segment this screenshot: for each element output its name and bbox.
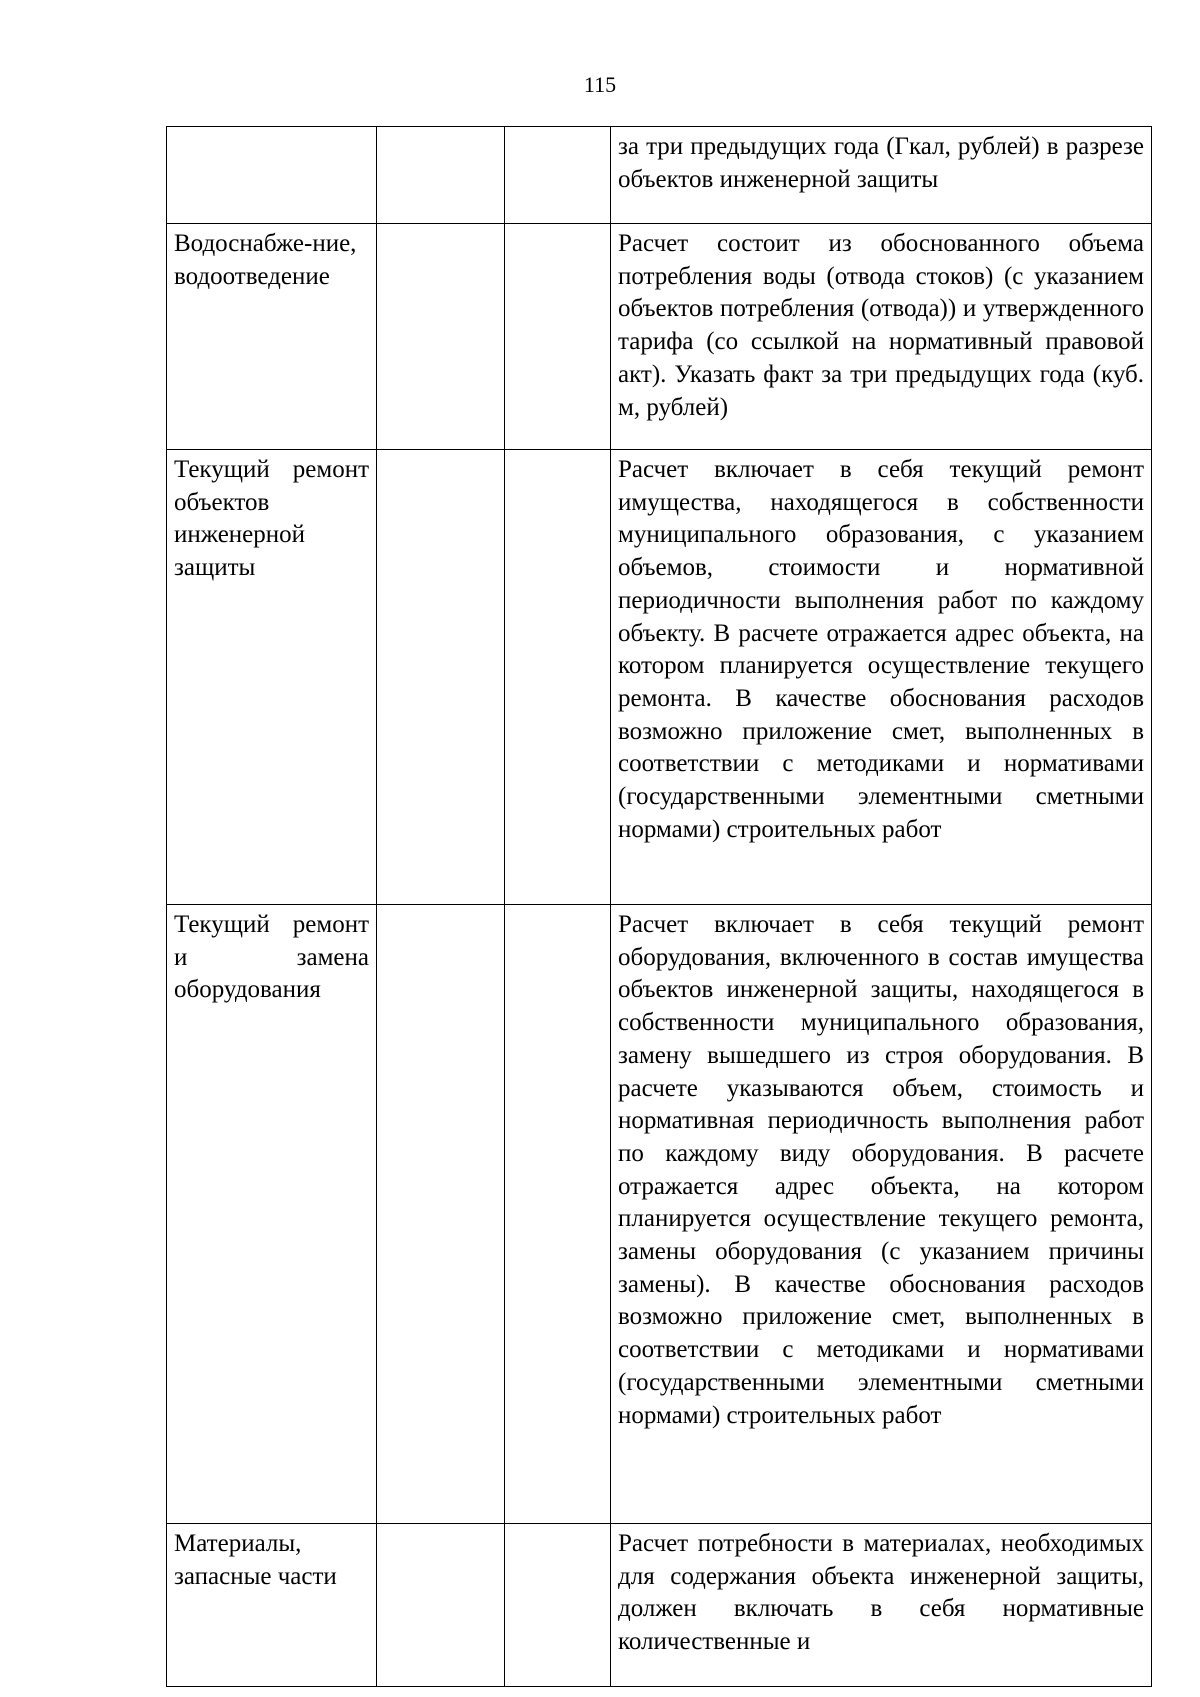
row-col2-cell [377,1524,505,1687]
table-row [167,224,1152,450]
row-name-cell: Водоснабже-ние, водоотведение [167,224,377,450]
row-name-cell [167,127,377,224]
row-col3-cell [505,224,611,450]
row-description-cell: Расчет потребности в материалах, необходимых для содержания объекта инженерной защиты, должен включать в себя нормативные количественные и [611,1524,1152,1687]
row-col2-cell [377,450,505,905]
row-col3-cell [505,905,611,1524]
row-description-cell: Расчет включает в себя текущий ремонт имущества, находящегося в собственности муниципального образования, с указанием объемов, стоимости и нормативной периодичности выполнения работ по каждому объекту. В расчете отражается адрес объекта, на котором планируется осуществление текущего ремонта. В качестве обоснования расходов возможно приложение смет, выполненных в соответствии с методиками и нормативами (государственными элементными сметными нормами) строительных работ [611,450,1152,905]
row-col3-cell [505,127,611,224]
table-row [167,450,1152,905]
row-name-cell: Текущий ремонт объектов инженерной защиты [167,450,377,905]
row-description-cell: Расчет состоит из обоснованного объема потребления воды (отвода стоков) (с указанием объектов потребления (отвода)) и утвержденного тарифа (со ссылкой на нормативный правовой акт). Указать факт за три предыдущих года (куб. м, рублей) [611,224,1152,450]
expense-justification-table [166,126,1152,1687]
row-description-cell: Расчет включает в себя текущий ремонт оборудования, включенного в состав имущества объектов инженерной защиты, находящегося в собственности муниципального образования, замену вышедшего из строя оборудования. В расчете указываются объем, стоимость и нормативная периодичность выполнения работ по каждому виду оборудования. В расчете отражается адрес объекта, на котором планируется осуществление текущего ремонта, замены оборудования (с указанием причины замены). В качестве обоснования расходов возможно приложение смет, выполненных в соответствии с методиками и нормативами (государственными элементными сметными нормами) строительных работ [611,905,1152,1524]
row-col2-cell [377,224,505,450]
row-name-cell: Материалы, запасные части [167,1524,377,1687]
row-name-cell: Текущий ремонт и замена оборудования [167,905,377,1524]
row-col2-cell [377,127,505,224]
table-row [167,1524,1152,1687]
table-row [167,127,1152,224]
row-col3-cell [505,1524,611,1687]
table-row [167,905,1152,1524]
row-description-cell: за три предыдущих года (Гкал, рублей) в разрезе объектов инженерной защиты [611,127,1152,224]
row-col3-cell [505,450,611,905]
page-number: 115 [583,72,617,97]
row-col2-cell [377,905,505,1524]
